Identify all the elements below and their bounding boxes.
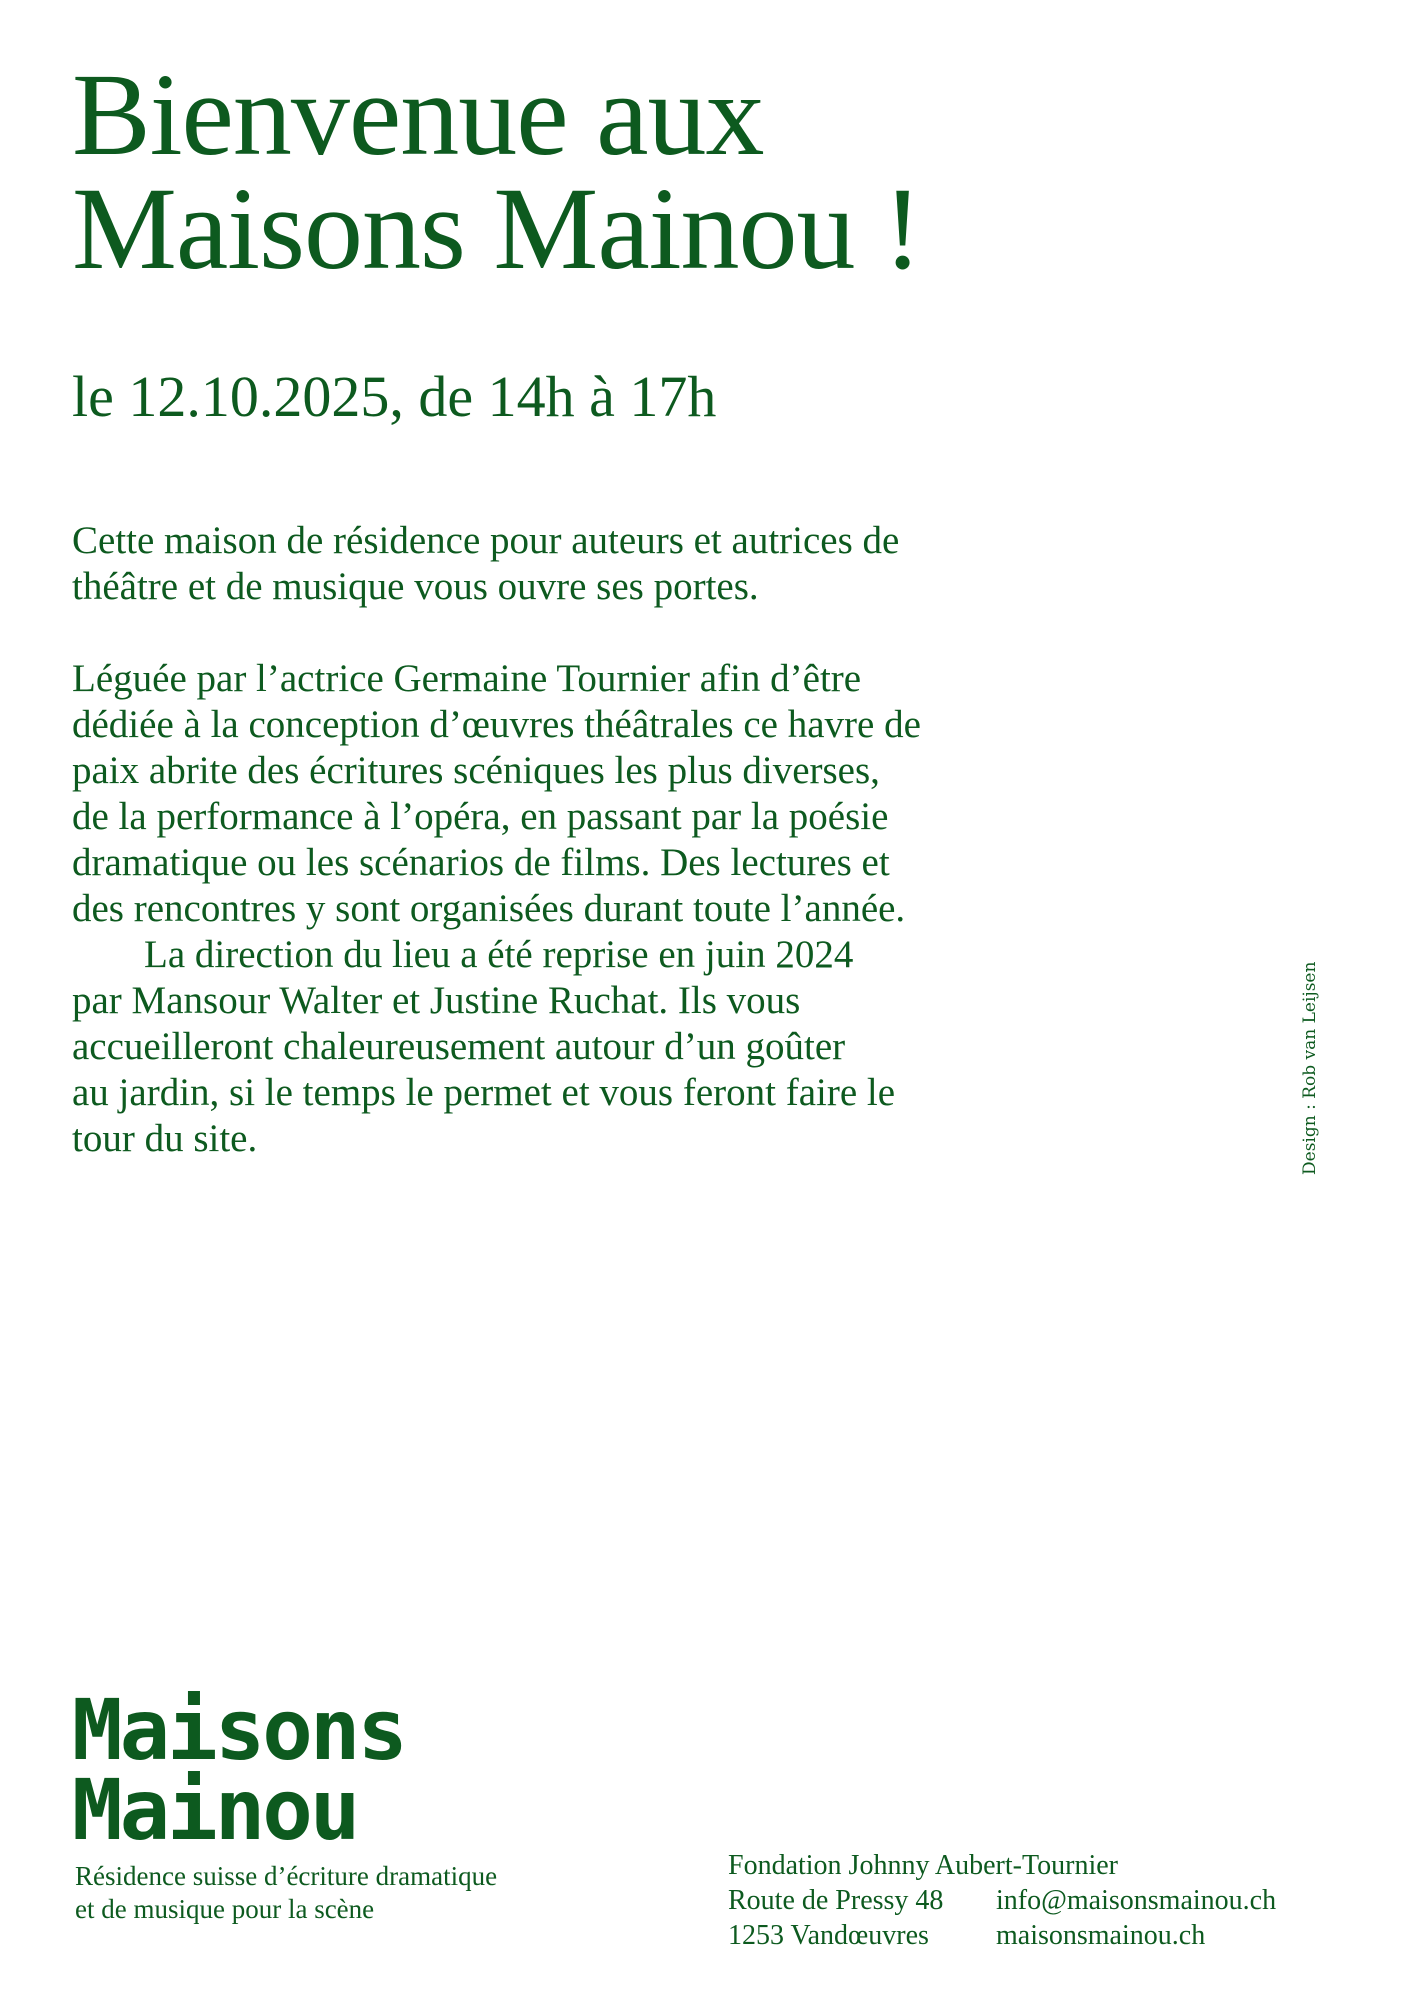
direction-line: au jardin, si le temps le permet et vous feront faire le [72, 1071, 896, 1114]
history-line: de la performance à l’opéra, en passant par la poésie [72, 795, 889, 838]
logo-line-1: Maisons [72, 1681, 406, 1779]
email-link[interactable]: info@maisonsmainou.ch [996, 1885, 1277, 1916]
contact-row [728, 1883, 1276, 1918]
history-paragraph [72, 656, 1192, 932]
history-line: dramatique ou les scénarios de films. Des lectures et [72, 841, 890, 884]
history-line: paix abrite des écritures scéniques les plus diverses, [72, 749, 880, 792]
intro-line: Cette maison de résidence pour auteurs et autrices de [72, 519, 900, 562]
direction-line: tour du site. [72, 1117, 258, 1160]
direction-paragraph [72, 932, 1192, 1162]
contact-row [728, 1918, 1276, 1953]
tagline-line-1: Résidence suisse d’écriture dramatique [75, 1861, 498, 1891]
website-link[interactable]: maisonsmainou.ch [996, 1920, 1206, 1951]
intro-line: théâtre et de musique vous ouvre ses portes. [72, 565, 759, 608]
history-line: des rencontres y sont organisées durant toute l’année. [72, 887, 906, 930]
foundation-name: Fondation Johnny Aubert-Tournier [728, 1850, 1118, 1881]
design-credit: Design : Rob van Leijsen [1300, 961, 1320, 1175]
intro-paragraph [72, 518, 1192, 610]
street-address: Route de Pressy 48 [728, 1885, 944, 1916]
direction-line: par Mansour Walter et Justine Ruchat. Ils vous [72, 979, 801, 1022]
paragraph-spacer [72, 610, 1192, 656]
tagline [75, 1860, 497, 1926]
logo [72, 1681, 406, 1859]
city-address: 1253 Vandœuvres [728, 1920, 929, 1951]
title-line-2: Maisons Mainou ! [72, 163, 922, 294]
body-text [72, 518, 1192, 1162]
contact-block [728, 1848, 1276, 1953]
tagline-line-2: et de musique pour la scène [75, 1894, 375, 1924]
title-line-1: Bienvenue aux [72, 49, 764, 180]
direction-line: La direction du lieu a été reprise en juin 2024 [144, 933, 854, 976]
history-line: Léguée par l’actrice Germaine Tournier afin d’être [72, 657, 862, 700]
page-title [72, 49, 922, 294]
direction-line: accueilleront chaleureusement autour d’un goûter [72, 1025, 846, 1068]
event-date: le 12.10.2025, de 14h à 17h [72, 364, 717, 429]
logo-line-2: Mainou [72, 1761, 358, 1859]
history-line: dédiée à la conception d’œuvres théâtrales ce havre de [72, 703, 921, 746]
